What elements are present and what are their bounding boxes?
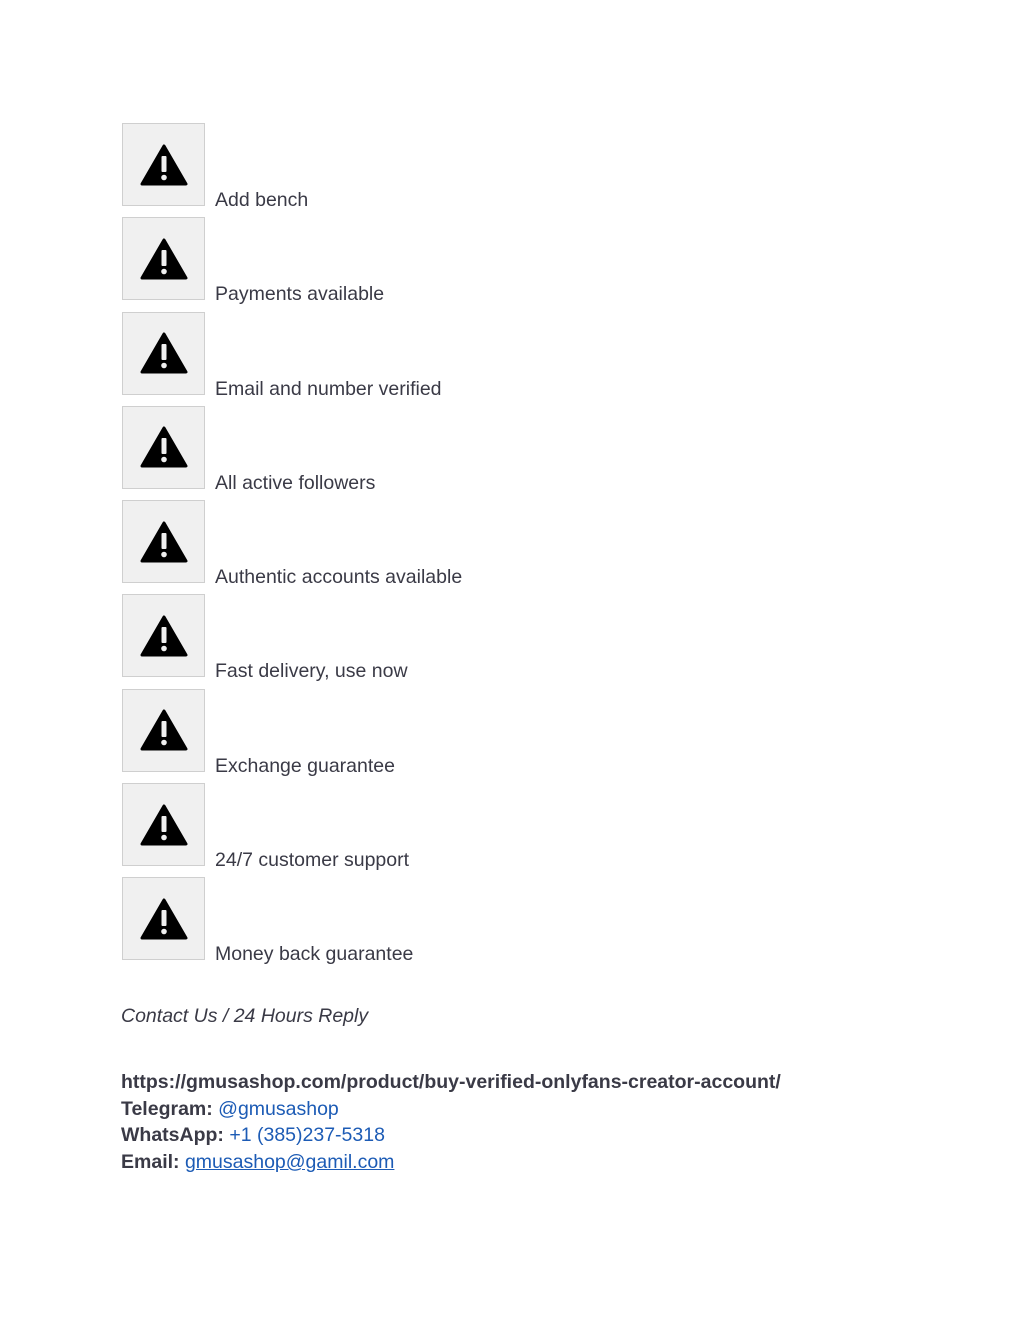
- feature-label: 24/7 customer support: [215, 849, 410, 872]
- product-url: https://gmusashop.com/product/buy-verified-onlyfans-creator-account/: [121, 1071, 781, 1093]
- whatsapp-link[interactable]: +1 (385)237-5318: [229, 1124, 385, 1147]
- warning-icon: [140, 521, 188, 563]
- feature-label: Fast delivery, use now: [215, 660, 408, 683]
- feature-list: [122, 123, 922, 972]
- feature-item: [122, 312, 922, 406]
- warning-icon: [140, 144, 188, 186]
- feature-label: All active followers: [215, 471, 376, 494]
- telegram-row: [121, 1096, 781, 1123]
- feature-label: Exchange guarantee: [215, 754, 395, 777]
- email-label: Email:: [121, 1151, 180, 1174]
- broken-image-placeholder: [122, 312, 205, 395]
- feature-item: [122, 500, 922, 594]
- feature-label: Money back guarantee: [215, 943, 414, 966]
- feature-item: [122, 123, 922, 217]
- broken-image-placeholder: [122, 217, 205, 300]
- warning-icon: [140, 804, 188, 846]
- broken-image-placeholder: [122, 689, 205, 772]
- warning-icon: [140, 332, 188, 374]
- feature-item: [122, 406, 922, 500]
- email-row: [121, 1149, 781, 1176]
- whatsapp-row: [121, 1122, 781, 1149]
- telegram-link[interactable]: @gmusashop: [218, 1097, 339, 1120]
- feature-item: [122, 877, 922, 971]
- broken-image-placeholder: [122, 594, 205, 677]
- warning-icon: [140, 709, 188, 751]
- warning-icon: [140, 615, 188, 657]
- contact-block: [121, 1069, 781, 1176]
- product-url-row: [121, 1069, 781, 1096]
- contact-heading: Contact Us / 24 Hours Reply: [121, 1005, 369, 1027]
- feature-label: Email and number verified: [215, 377, 442, 400]
- broken-image-placeholder: [122, 783, 205, 866]
- whatsapp-label: WhatsApp:: [121, 1124, 224, 1147]
- warning-icon: [140, 426, 188, 468]
- warning-icon: [140, 898, 188, 940]
- feature-item: [122, 594, 922, 688]
- telegram-label: Telegram:: [121, 1097, 213, 1120]
- feature-item: [122, 783, 922, 877]
- feature-label: Authentic accounts available: [215, 566, 463, 589]
- feature-label: Add bench: [215, 189, 309, 211]
- broken-image-placeholder: [122, 877, 205, 960]
- broken-image-placeholder: [122, 500, 205, 583]
- feature-item: [122, 689, 922, 783]
- email-link[interactable]: gmusashop@gamil.com: [184, 1151, 395, 1174]
- feature-item: [122, 217, 922, 311]
- broken-image-placeholder: [122, 406, 205, 489]
- broken-image-placeholder: [122, 123, 205, 206]
- warning-icon: [140, 238, 188, 280]
- feature-label: Payments available: [215, 283, 385, 306]
